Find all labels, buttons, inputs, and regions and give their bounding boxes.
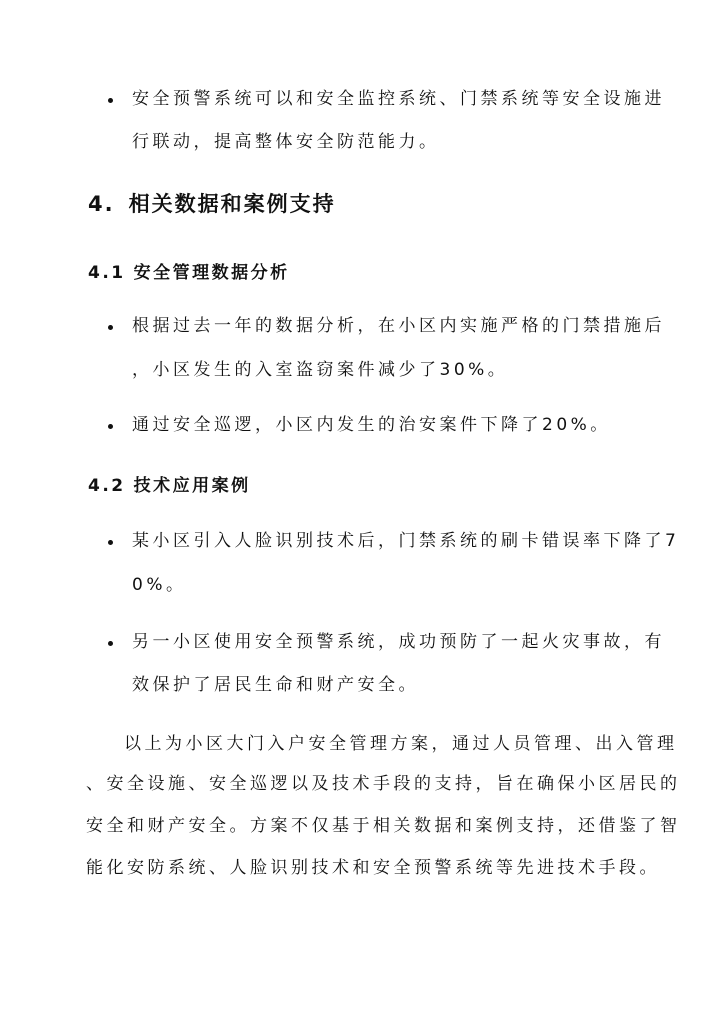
subsection-title: 安全管理数据分析 [133,263,290,283]
bullet-text-line: ，小区发生的入室盗窃案件减少了30%。 [132,360,509,380]
subsection-title: 技术应用案例 [133,476,251,496]
paragraph-line: 、安全设施、安全巡逻以及技术手段的支持，旨在确保小区居民的 [86,774,681,794]
subsection-number: 4.1 [88,263,126,283]
bullet-text-line: 某小区引入人脸识别技术后，门禁系统的刷卡错误率下降了7 [132,531,680,551]
bullet-dot [108,424,113,429]
bullet-text-line: 安全预警系统可以和安全监控系统、门禁系统等安全设施进 [132,89,665,109]
bullet-text-line: 根据过去一年的数据分析，在小区内实施严格的门禁措施后 [132,316,665,336]
section-heading [88,188,336,218]
bullet-dot [108,98,113,103]
section-title: 相关数据和案例支持 [128,192,336,216]
bullet-text-line: 0%。 [132,575,187,595]
bullet-text-line: 效保护了居民生命和财产安全。 [132,675,419,695]
subsection-number: 4.2 [88,476,126,496]
paragraph-line: 以上为小区大门入户安全管理方案，通过人员管理、出入管理 [124,734,678,754]
bullet-dot [108,641,113,646]
bullet-text-line: 另一小区使用安全预警系统，成功预防了一起火灾事故，有 [132,632,665,652]
paragraph-line: 能化安防系统、人脸识别技术和安全预警系统等先进技术手段。 [86,858,660,878]
bullet-text-line: 通过安全巡逻，小区内发生的治安案件下降了20%。 [132,415,611,435]
paragraph-line: 安全和财产安全。方案不仅基于相关数据和案例支持，还借鉴了智 [86,816,681,836]
section-number: 4. [88,192,115,216]
subsection-heading [88,471,251,496]
bullet-text-line: 行联动，提高整体安全防范能力。 [132,132,440,152]
bullet-dot [108,540,113,545]
subsection-heading [88,258,290,283]
bullet-dot [108,325,113,330]
